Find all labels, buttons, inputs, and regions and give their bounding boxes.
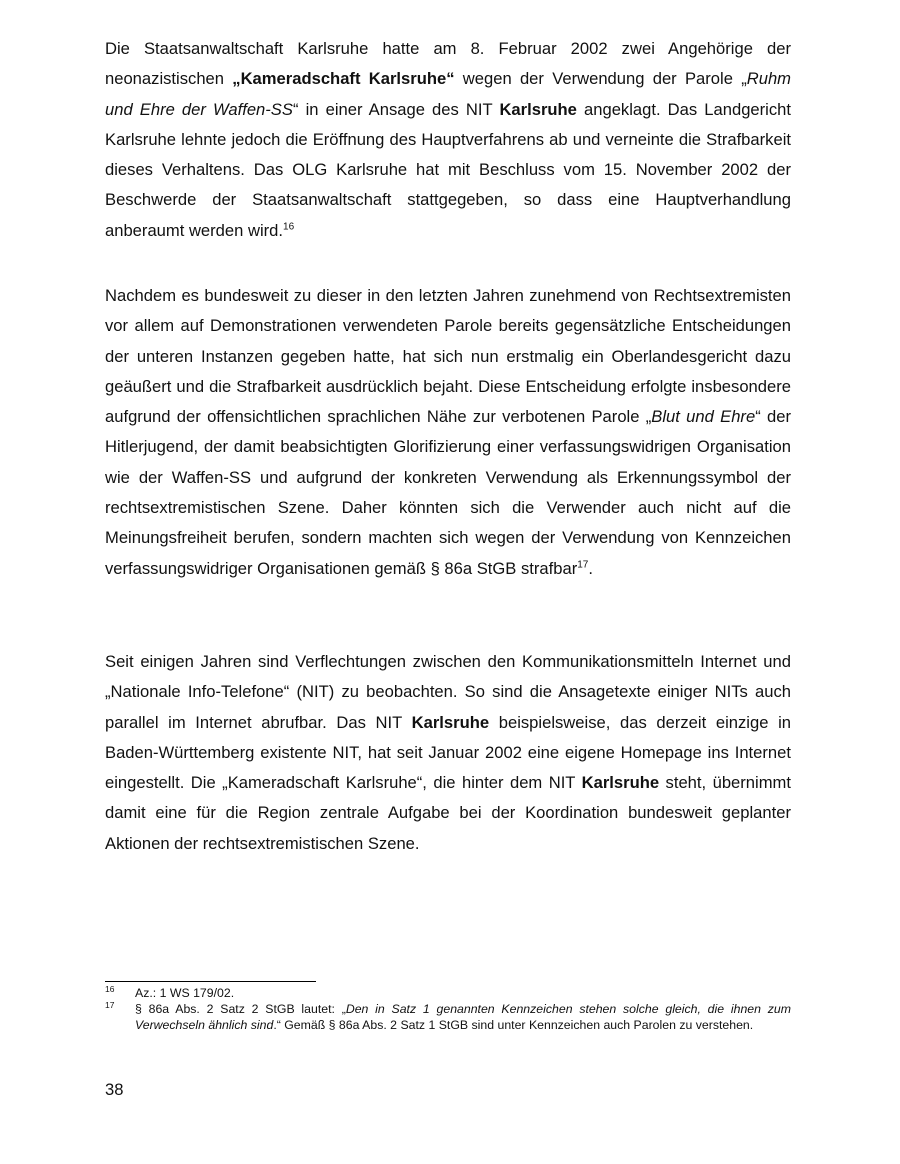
footnote-17 (105, 999, 791, 1034)
footnote-text: § 86a Abs. 2 Satz 2 StGB lautet: „ (135, 1001, 346, 1016)
italic-parole: Ruhm und Ehre der Waffen-SS (105, 69, 791, 119)
paragraph-1 (105, 34, 791, 246)
footnote-divider (105, 981, 316, 982)
text-run: “ in einer Ansage des NIT (292, 99, 500, 119)
footnotes (105, 986, 791, 1033)
paragraph-2 (105, 281, 791, 584)
text-run: Die Staatsanwaltschaft Karlsruhe hatte am 8. Februar 2002 zwei Angehörige der neonazistischen (105, 39, 791, 89)
bold-karlsruhe: Karlsruhe (499, 99, 577, 119)
footnote-number: 17 (105, 999, 115, 1010)
text-run: wegen der Verwendung der Parole „ (454, 69, 747, 89)
paragraph-3 (105, 647, 791, 859)
footnote-quote: Den in Satz 1 genannten Kennzeichen stehen solche gleich, die ihnen zum Verwechseln ähnlich sind (135, 1001, 791, 1032)
text-run: beispielsweise, das derzeit einzige in Baden-Württemberg existente NIT, hat seit Januar 2002 eine eigene Homepage ins Internet eingestellt. Die „Kameradschaft Karlsruhe“, die hinter dem NIT (105, 712, 791, 793)
text-run: “ der Hitlerjugend, der damit beabsichtigten Glorifizierung einer verfassungswidrigen Organisation wie der Waffen-SS und aufgrund der konkreten Verwendung als Erkennungssymbol der rechtsextremistischen Szene. Daher könnten sich die Verwender auch nicht auf die Meinungsfreiheit berufen, sondern machten sich wegen der Verwendung von Kennzeichen verfassungswidriger Organisationen gemäß § 86a StGB strafbar (105, 407, 791, 578)
text-run: Nachdem es bundesweit zu dieser in den letzten Jahren zunehmend von Rechtsextremisten vor allem auf Demonstrationen verwendeten Parole bereits gegensätzliche Entscheidungen der unteren Instanzen gegeben hatte, hat sich nun erstmalig ein Oberlandesgericht dazu geäußert und die Strafbarkeit ausdrücklich bejaht. Diese Entscheidung erfolgte insbesondere aufgrund der offensichtlichen sprachlichen Nähe zur verbotenen Parole „ (105, 286, 791, 427)
footnote-text: .“ Gemäß § 86a Abs. 2 Satz 1 StGB sind unter Kennzeichen auch Parolen zu verstehen. (273, 1017, 754, 1032)
text-run: Seit einigen Jahren sind Verflechtungen zwischen den Kommunikationsmitteln Internet und „Nationale Info-Telefone“ (NIT) zu beobachten. So sind die Ansagetexte einiger NITs auch parallel im Internet abrufbar. Das NIT (105, 652, 791, 732)
footnote-16 (105, 986, 791, 1002)
bold-kameradschaft: „Kameradschaft Karlsruhe“ (232, 69, 455, 89)
page-number: 38 (105, 1080, 124, 1099)
text-run: . (588, 558, 593, 578)
bold-karlsruhe: Karlsruhe (581, 773, 660, 793)
text-run: steht, übernimmt damit eine für die Region zentrale Aufgabe bei der Koordination bundesweit geplanter Aktionen der rechtsextremistischen Szene. (105, 773, 791, 853)
footnote-text: Az.: 1 WS 179/02. (135, 986, 235, 1000)
footnote-number: 16 (105, 984, 115, 994)
bold-karlsruhe: Karlsruhe (411, 712, 490, 732)
footnote-ref-17[interactable]: 17 (577, 559, 589, 571)
italic-parole: Blut und Ehre (651, 407, 756, 427)
footnote-ref-16[interactable]: 16 (283, 221, 295, 233)
text-run: angeklagt. Das Landgericht Karlsruhe lehnte jedoch die Eröffnung des Hauptverfahrens ab und verneinte die Strafbarkeit dieses Verhaltens. Das OLG Karlsruhe hat mit Beschluss vom 15. November 2002 der Beschwerde der Staatsanwaltschaft stattgegeben, so dass eine Hauptverhandlung anberaumt werden wird. (105, 99, 792, 240)
